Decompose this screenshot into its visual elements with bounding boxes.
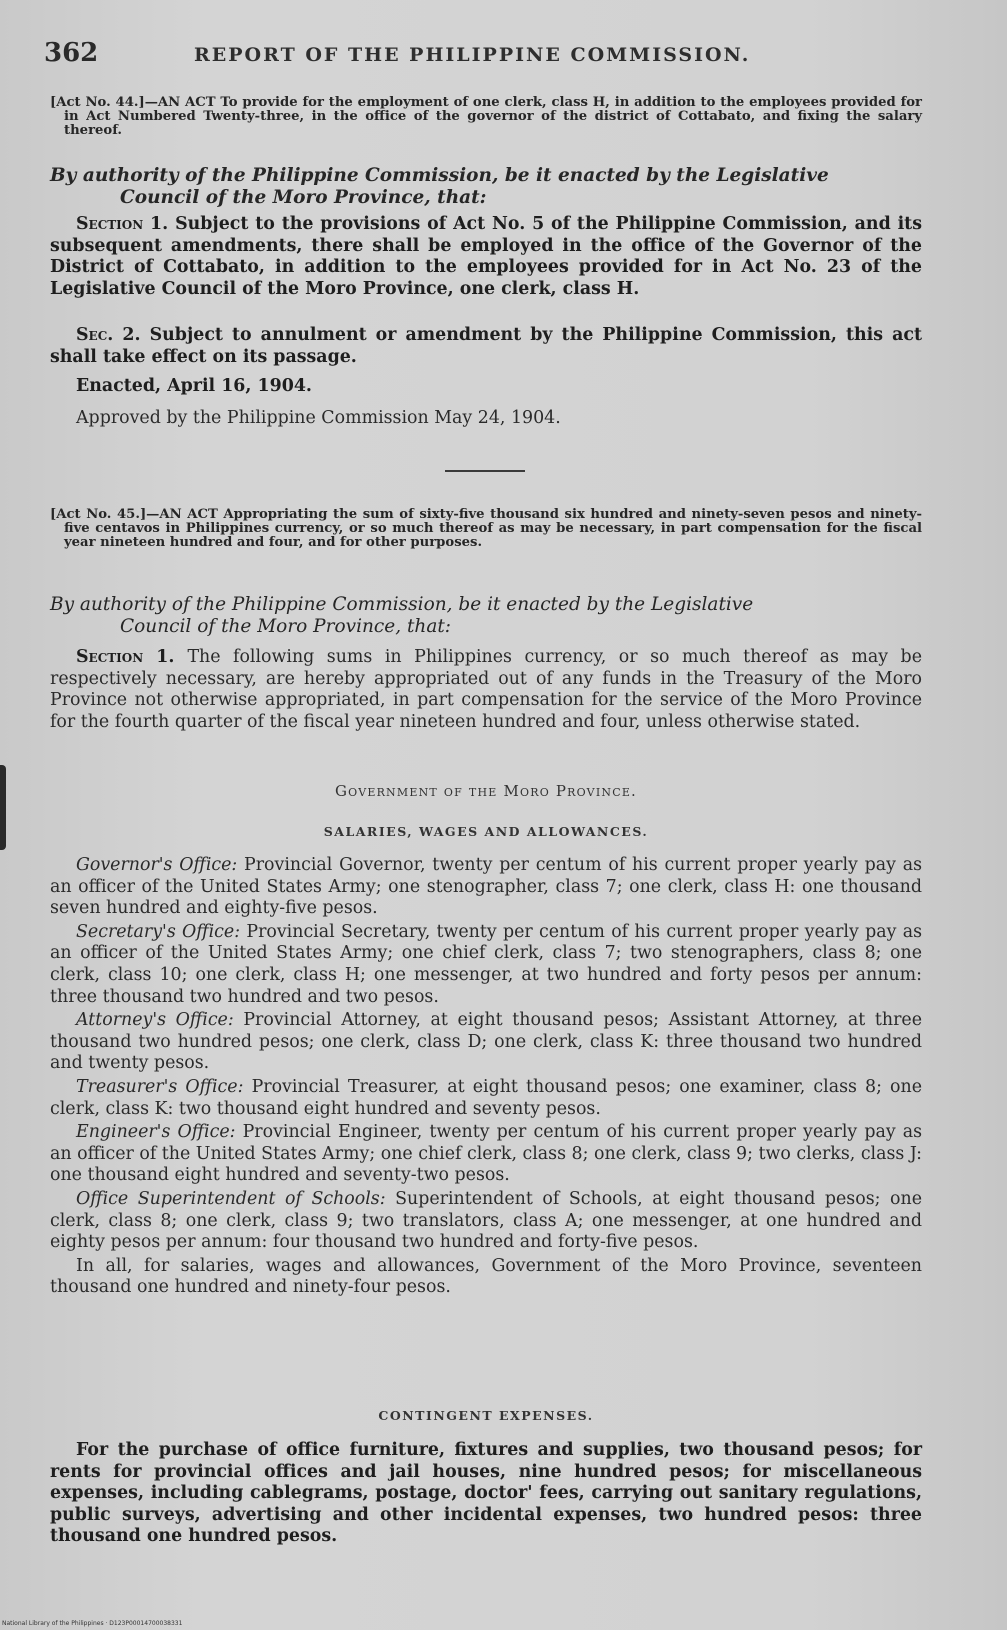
act-44-section-2 xyxy=(50,325,922,368)
page-number: 362 xyxy=(44,38,99,68)
section-label: Section 1. xyxy=(76,214,169,234)
office-entry-secretary: Secretary's Office: Provincial Secretary, twenty per centum of his current proper yearly pay as an officer of the United States Army; one chief clerk, class 7; two stenographers, class 8; one clerk, class 10; one clerk, class H; one messenger, at two hundred and forty pesos per annum: three thousand two hundred and two pesos. xyxy=(50,921,923,1007)
act-44-preamble-block xyxy=(50,96,922,138)
act-44-section-1 xyxy=(50,214,922,300)
act-44-preamble: [Act No. 44.]—AN ACT To provide for the employment of one clerk, class H, in addition to the employees provided for in Act Numbered Twenty-three, in the office of the governor of the district of Cottabato, and fixing the salary thereof. xyxy=(50,95,922,138)
office-entry-attorney: Attorney's Office: Provincial Attorney, at eight thousand pesos; Assistant Attorney, at three thousand two hundred pesos; one clerk, class D; one clerk, class K: three thousand two hundred and twenty pesos. xyxy=(50,1010,922,1074)
act-44-approved: Approved by the Philippine Commission May 24, 1904. xyxy=(76,408,561,428)
scan-credit: National Library of the Philippines · D123P00014700038331 xyxy=(2,1620,183,1627)
section-text: Subject to the provisions of Act No. 5 of the Philippine Commission, and its subsequent amendments, there shall be employed in the office of the Governor of the District of Cottabato, in addition to the employees provided for in Act No. 23 of the Legislative Council of the Moro Province, one clerk, class H. xyxy=(50,214,922,299)
act-45-authority-line-2: Council of the Moro Province, that: xyxy=(120,616,452,637)
office-entry-governor: Governor's Office: Provincial Governor, twenty per centum of his current proper yearly pay as an officer of the United States Army; one stenographer, class 7; one clerk, class H: one thousand seven hundred and eighty-five pesos. xyxy=(50,855,922,919)
act-45-section-1 xyxy=(50,647,922,733)
section-text: The following sums in Philippines currency, or so much thereof as may be respectively necessary, are hereby appropriated out of any funds in the Treasury of the Moro Province not otherwise appropriated, in part compensation for the service of the Moro Province for the fourth quarter of the fiscal year nineteen hundred and four, unless otherwise stated. xyxy=(50,647,922,732)
heading-government: Government of the Moro Province. xyxy=(334,782,638,800)
heading-contingent: CONTINGENT EXPENSES. xyxy=(378,1408,594,1423)
office-entry-engineer: Engineer's Office: Provincial Engineer, twenty per centum of his current proper yearly pay as an officer of the United States Army; one chief clerk, class 8; one clerk, class 9; two clerks, class J: one thousand eight hundred and seventy-two pesos. xyxy=(50,1122,923,1186)
section-divider xyxy=(445,470,525,472)
binding-shadow xyxy=(0,765,6,850)
office-list xyxy=(50,855,922,1299)
running-title: REPORT OF THE PHILIPPINE COMMISSION. xyxy=(194,44,751,66)
heading-salaries: SALARIES, WAGES AND ALLOWANCES. xyxy=(323,824,649,839)
act-44-enacted: Enacted, April 16, 1904. xyxy=(76,376,312,396)
act-45-preamble-block xyxy=(50,508,922,550)
section-label: Section 1. xyxy=(76,647,175,667)
in-all-salaries: In all, for salaries, wages and allowances, Government of the Moro Province, seventeen thousand one hundred and ninety-four pesos. xyxy=(50,1255,922,1298)
section-label: Sec. 2. xyxy=(76,325,141,345)
act-44-authority-line-1: By authority of the Philippine Commission, be it enacted by the Legislative xyxy=(50,165,829,186)
page-header xyxy=(44,38,964,68)
act-45-authority xyxy=(50,594,922,638)
act-45-authority-line-1: By authority of the Philippine Commission, be it enacted by the Legislative xyxy=(50,594,754,615)
contingent-expenses: For the purchase of office furniture, fixtures and supplies, two thousand pesos; for rents for provincial offices and jail houses, nine hundred pesos; for miscellaneous expenses, including cablegrams, postage, doctor' fees, carrying out sanitary regulations, public surveys, advertising and other incidental expenses, two hundred pesos: three thousand one hundred pesos. xyxy=(50,1440,922,1547)
act-44-authority xyxy=(50,165,922,209)
act-44-authority-line-2: Council of the Moro Province, that: xyxy=(120,187,487,208)
act-45-preamble: [Act No. 45.]—AN ACT Appropriating the sum of sixty-five thousand six hundred and ninety-seven pesos and ninety-five centavos in Philippines currency, or so much thereof as may be necessary, in part compensation for the fiscal year nineteen hundred and four, and for other purposes. xyxy=(50,507,922,550)
office-entry-treasurer: Treasurer's Office: Provincial Treasurer, at eight thousand pesos; one examiner, class 8; one clerk, class K: two thousand eight hundred and seventy pesos. xyxy=(50,1076,922,1119)
section-text: Subject to annulment or amendment by the Philippine Commission, this act shall take effect on its passage. xyxy=(50,325,922,367)
office-entry-schools: Office Superintendent of Schools: Superintendent of Schools, at eight thousand pesos; one clerk, class 8; one clerk, class 9; two translators, class A; one messenger, at one hundred and eighty pesos per annum: four thousand two hundred and forty-five pesos. xyxy=(50,1188,922,1253)
